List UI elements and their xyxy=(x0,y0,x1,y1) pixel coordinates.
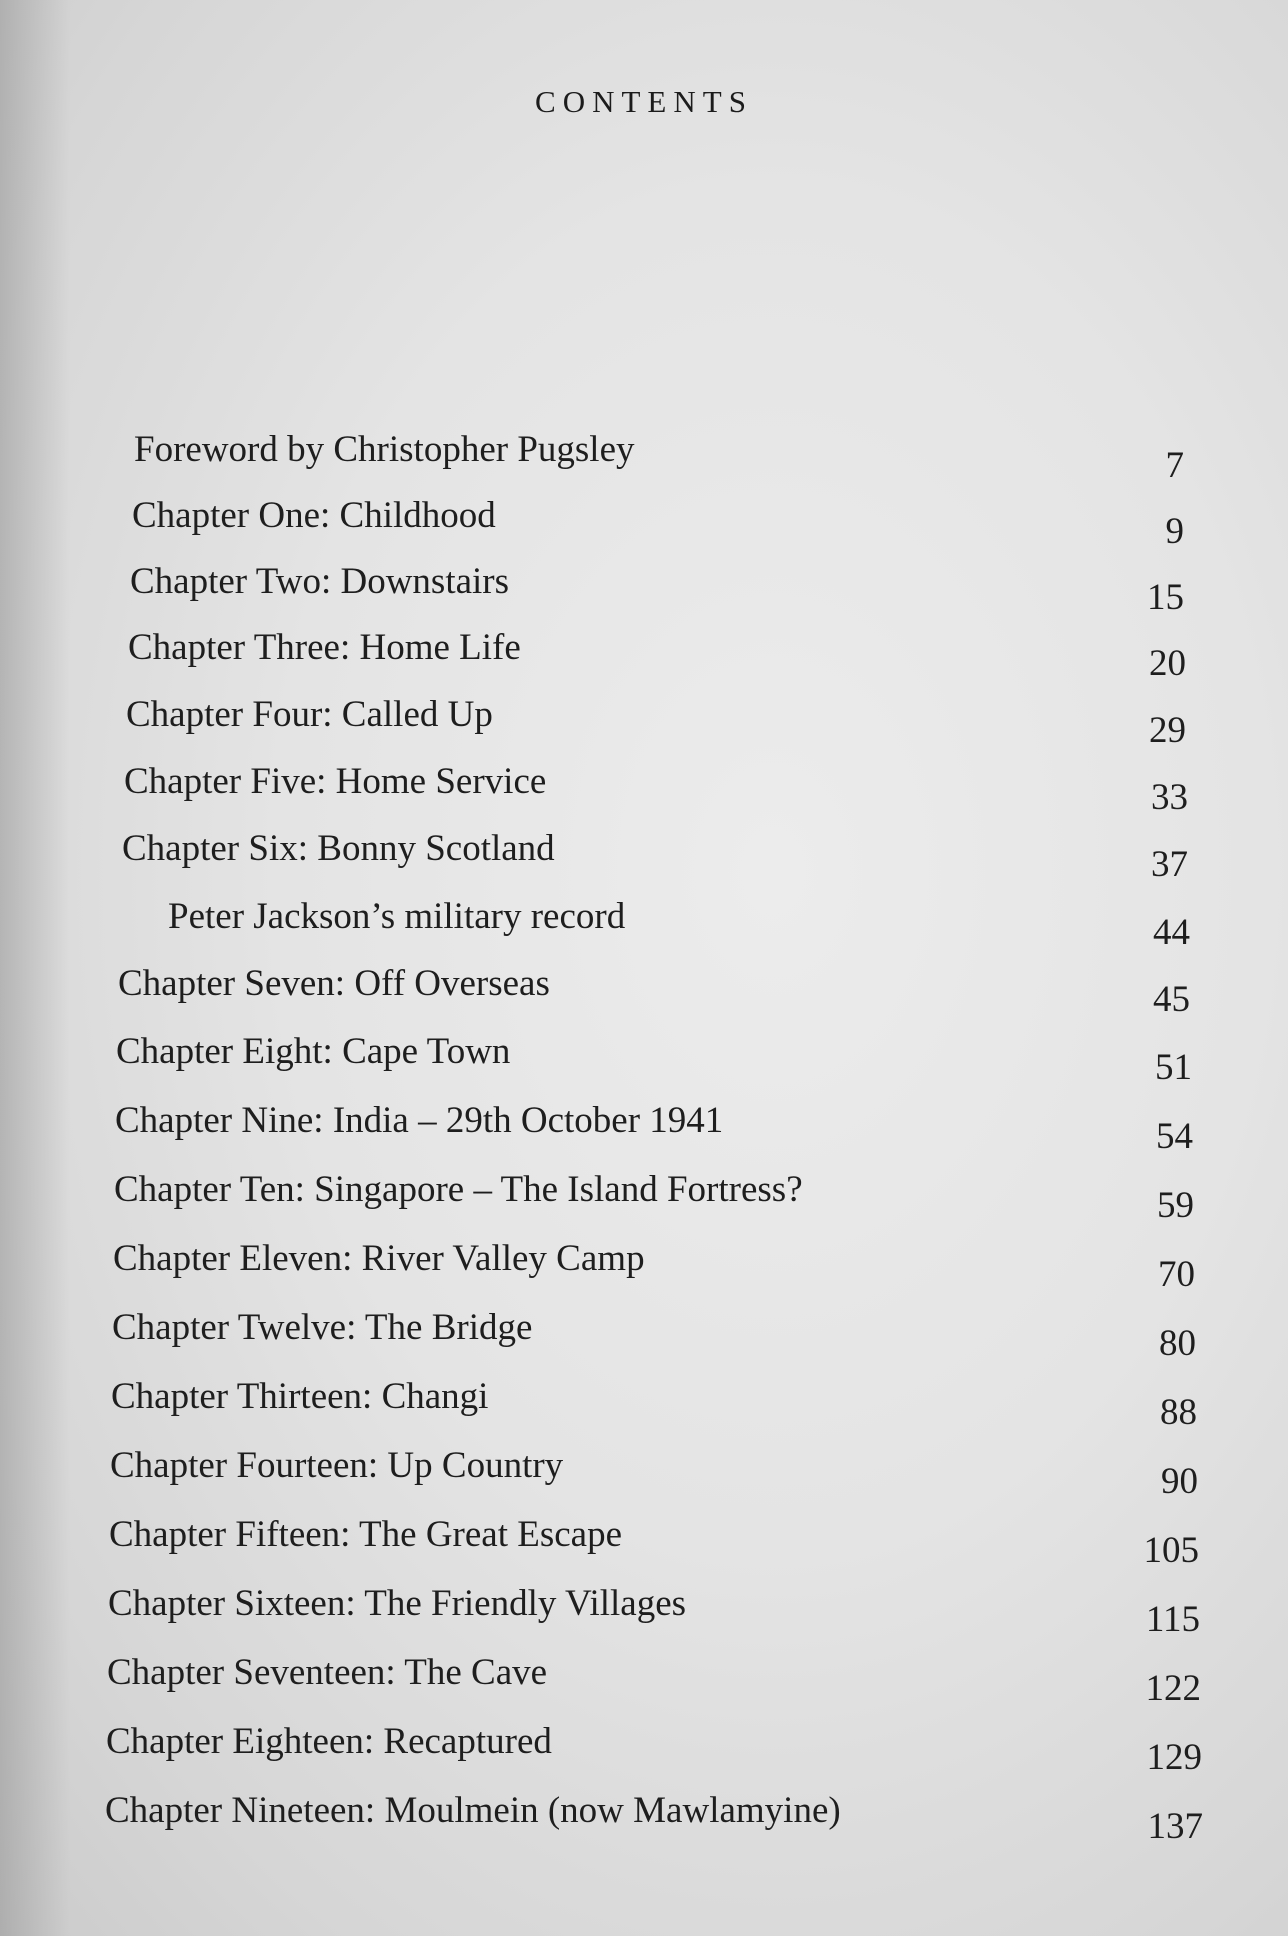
toc-entry-label: Chapter Thirteen: Changi xyxy=(111,1376,489,1417)
toc-entry xyxy=(128,626,1186,684)
toc-entry-label: Chapter Seven: Off Overseas xyxy=(118,963,550,1004)
toc-entry xyxy=(115,1099,1193,1157)
toc-entry-page: 137 xyxy=(1147,1806,1203,1847)
toc-entry-page: 122 xyxy=(1145,1668,1201,1709)
toc-entry xyxy=(113,1237,1195,1295)
toc-entry-page: 45 xyxy=(1153,979,1190,1020)
toc-entry xyxy=(107,1651,1201,1709)
toc-entry-label: Peter Jackson’s military record xyxy=(168,896,626,937)
toc-entry-label: Chapter Two: Downstairs xyxy=(130,561,510,602)
toc-entry-label: Chapter Ten: Singapore – The Island Fortress? xyxy=(114,1169,803,1210)
toc-entry-page: 90 xyxy=(1161,1461,1198,1502)
toc-subentry xyxy=(168,895,1190,953)
toc-entry-page: 80 xyxy=(1159,1323,1196,1364)
toc-entry-page: 129 xyxy=(1146,1737,1202,1778)
toc-entry xyxy=(109,1513,1199,1571)
toc-entry-label: Chapter Three: Home Life xyxy=(128,627,521,668)
page-title: CONTENTS xyxy=(535,84,753,119)
toc-entry-label: Chapter Fourteen: Up Country xyxy=(110,1445,564,1486)
toc-entry-page: 9 xyxy=(1165,511,1184,552)
toc-entry-label: Foreword by Christopher Pugsley xyxy=(134,429,635,470)
toc-entry xyxy=(134,428,1184,486)
toc-entry-page: 70 xyxy=(1158,1254,1195,1295)
toc-entry xyxy=(116,1030,1192,1088)
toc-entry-label: Chapter Five: Home Service xyxy=(124,761,547,802)
toc-entry-page: 51 xyxy=(1155,1047,1192,1088)
toc-entry-label: Chapter Eighteen: Recaptured xyxy=(106,1721,552,1762)
toc-entry-label: Chapter Sixteen: The Friendly Villages xyxy=(108,1583,687,1624)
toc-entry xyxy=(122,827,1188,885)
toc-entry xyxy=(132,494,1184,552)
toc-entry-page: 44 xyxy=(1153,912,1190,953)
toc-entry-label: Chapter Eight: Cape Town xyxy=(116,1031,511,1072)
toc-entry xyxy=(110,1444,1198,1502)
toc-entry-page: 7 xyxy=(1165,445,1184,486)
toc-entry xyxy=(118,962,1190,1020)
toc-entry xyxy=(108,1582,1200,1640)
toc-entry xyxy=(114,1168,1194,1226)
toc-entry-label: Chapter One: Childhood xyxy=(132,495,496,536)
toc-entry xyxy=(124,760,1188,818)
toc-entry-page: 33 xyxy=(1151,777,1188,818)
toc-entry-label: Chapter Fifteen: The Great Escape xyxy=(109,1514,622,1555)
toc-entry-page: 88 xyxy=(1160,1392,1197,1433)
toc-entry-label: Chapter Twelve: The Bridge xyxy=(112,1307,533,1348)
toc-entry xyxy=(111,1375,1197,1433)
toc-entry-page: 115 xyxy=(1145,1599,1200,1640)
toc-entry xyxy=(105,1789,1203,1847)
toc-entry xyxy=(106,1720,1202,1778)
toc-entry-label: Chapter Four: Called Up xyxy=(126,694,493,735)
toc-entry-label: Chapter Nine: India – 29th October 1941 xyxy=(115,1100,724,1141)
toc-entry-page: 15 xyxy=(1147,577,1184,618)
toc-entry xyxy=(112,1306,1196,1364)
toc-entry-label: Chapter Nineteen: Moulmein (now Mawlamyine) xyxy=(105,1790,841,1831)
toc-entry-label: Chapter Six: Bonny Scotland xyxy=(122,828,555,869)
toc-entry-page: 20 xyxy=(1149,643,1186,684)
toc-entry-label: Chapter Seventeen: The Cave xyxy=(107,1652,548,1693)
toc-entry-label: Chapter Eleven: River Valley Camp xyxy=(113,1238,645,1279)
toc-entry xyxy=(126,693,1186,751)
toc-entry-page: 59 xyxy=(1157,1185,1194,1226)
toc-entry-page: 37 xyxy=(1151,844,1188,885)
toc-entry-page: 29 xyxy=(1149,710,1186,751)
toc-entry xyxy=(130,560,1184,618)
toc-entry-page: 54 xyxy=(1156,1116,1193,1157)
toc-entry-page: 105 xyxy=(1143,1530,1199,1571)
